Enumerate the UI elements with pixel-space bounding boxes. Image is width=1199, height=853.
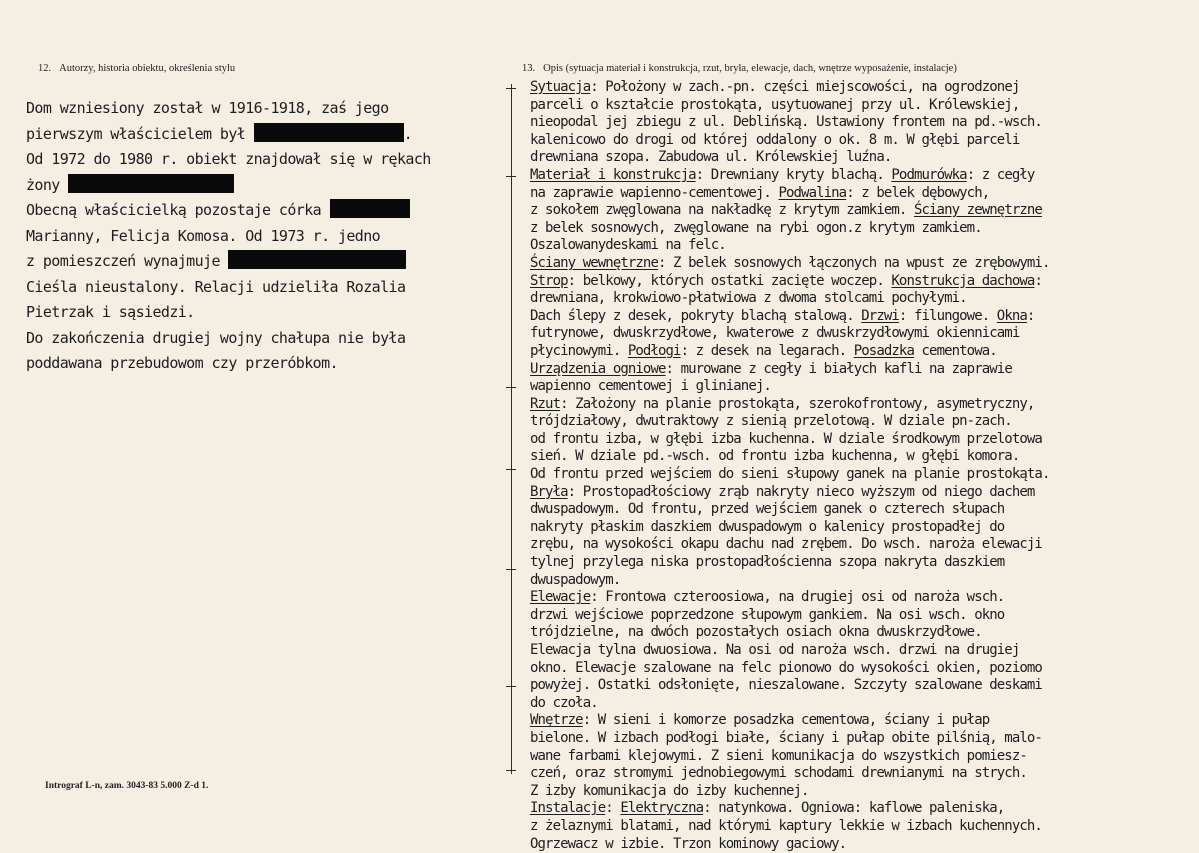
margin-tick xyxy=(506,469,516,470)
description-line: powyżej. Ostatki odsłonięte, nieszalowane. Szczyty szalowane deskami xyxy=(530,677,1042,694)
heading-elevations: Elewacje xyxy=(530,589,591,606)
redaction-bar xyxy=(228,250,406,269)
history-line: żony xyxy=(26,173,516,199)
history-line: Od 1972 do 1980 r. obiekt znajdował się w rękach xyxy=(26,150,431,168)
description-line: tylnej przylega niska prostopadłościenna szopa nakryta daszkiem xyxy=(530,554,1005,571)
history-line: Do zakończenia drugiej wojny chałupa nie była xyxy=(26,328,406,347)
description-line: Elewacje: Frontowa czteroosiowa, na drugiej osi od naroża wsch. xyxy=(530,589,1005,606)
description-line: z sokołem zwęglowana na nakładkę z krytym zamkiem. Ściany zewnętrzne xyxy=(530,202,1042,219)
description-line: nieopodal jej zbiegu z ul. Deblińską. Ustawiony frontem na pd.-wsch. xyxy=(530,114,1042,131)
description-line: dwuspadowym. Od frontu, przed wejściem ganek o czterech słupach xyxy=(530,501,1005,518)
description-line: Bryła: Prostopadłościowy zrąb nakryty nieco wyższym od niego dachem xyxy=(530,483,1035,500)
description-line: sień. W dziale pd.-wsch. od frontu izba kuchenna, w głębi komora. xyxy=(530,448,1020,465)
description-line: Instalacje: Elektryczna: natynkowa. Ogniowa: kaflowe paleniska, xyxy=(530,800,1005,817)
printer-imprint: Intrograf L-n, zam. 3043-83 5.000 Z-d 1. xyxy=(45,781,209,791)
description-line: Urządzenia ogniowe: murowane z cegły i białych kafli na zaprawie xyxy=(530,360,1012,377)
redaction-bar xyxy=(254,123,404,142)
description-line: parceli o kształcie prostokąta, usytuowanej przy ul. Królewskiej, xyxy=(530,96,1020,113)
heading-fire-devices: Urządzenia ogniowe xyxy=(530,360,666,377)
description-line: okno. Elewacje szalowane na felc pionowo do wysokości okien, poziomo xyxy=(530,659,1042,676)
description-line: Ściany wewnętrzne: Z belek sosnowych łączonych na wpust ze zrębowymi. xyxy=(530,254,1050,271)
description-line: do czoła. xyxy=(530,694,598,711)
description-line: futrynowe, dwuskrzydłowe, kwaterowe z dwuskrzydłowymi okiennicami xyxy=(530,325,1020,342)
description-line: drewniana, krokwiowo-płatwiowa z dwoma stolcami pochyłymi. xyxy=(530,290,967,307)
margin-tick xyxy=(506,686,516,687)
description-line: Ogrzewacz w izbie. Trzon kominowy gaciowy. xyxy=(530,835,847,852)
heading-installations: Instalacje xyxy=(530,800,606,817)
margin-rule xyxy=(511,84,512,774)
description-line: Dach ślepy z desek, pokryty blachą stalową. Drzwi: filungowe. Okna: xyxy=(530,307,1035,324)
description-line: Materiał i konstrukcja: Drewniany kryty blachą. Podmurówka: z cegły xyxy=(530,166,1035,183)
margin-tick xyxy=(506,770,516,771)
redaction-bar xyxy=(330,199,410,218)
section-13-number: 13. xyxy=(522,63,536,74)
section-12-caption xyxy=(38,63,235,74)
history-text xyxy=(26,96,516,377)
heading-windows: Okna xyxy=(996,307,1027,324)
heading-situation: Sytuacja xyxy=(530,79,591,95)
margin-tick xyxy=(506,387,516,388)
description-line: nakryty płaskim daszkiem dwuspadowym o kalenicy prostopadłej do xyxy=(530,518,1005,535)
description-line: Elewacja tylna dwuosiowa. Na osi od naroża wsch. drzwi na drugiej xyxy=(530,642,1020,658)
description-line: trójdziałowy, dwutraktowy z sienią przelotową. W dziale pn-zach. xyxy=(530,413,1012,430)
description-line: Sytuacja: Położony w zach.-pn. części miejscowości, na ogrodzonej xyxy=(530,79,1020,95)
description-text xyxy=(530,79,1198,853)
description-line: Wnętrze: W sieni i komorze posadzka cementowa, ściany i pułap xyxy=(530,712,990,729)
heading-foundation: Podmurówka xyxy=(891,166,967,183)
section-13-title: Opis (sytuacja materiał i konstrukcja, rzut, bryła, elewacje, dach, wnętrze wyposażenie, instalacje) xyxy=(543,63,957,74)
description-line: płycinowymi. Podłogi: z desek na legarach. Posadzka cementowa. xyxy=(530,342,997,359)
heading-doors: Drzwi xyxy=(861,307,899,324)
history-line: Pietrzak i sąsiedzi. xyxy=(26,303,195,321)
description-line: trójdzielne, na dwóch pozostałych osiach okna dwuskrzydłowe. xyxy=(530,624,982,641)
redaction-bar xyxy=(68,174,234,193)
history-line: Obecną właścicielką pozostaje córka xyxy=(26,198,516,224)
history-line: Dom wzniesiony został w 1916-1918, zaś jego xyxy=(26,99,389,117)
history-line: poddawana przebudowom czy przeróbkom. xyxy=(26,354,338,372)
description-line: Z izby komunikacja do izby kuchennej. xyxy=(530,782,809,799)
section-13-caption xyxy=(522,63,957,74)
heading-material: Materiał i konstrukcja xyxy=(530,166,696,183)
heading-roof-construction: Konstrukcja dachowa xyxy=(891,272,1035,289)
description-line: drzwi wejściowe poprzedzone słupowym gankiem. Na osi wsch. okno xyxy=(530,606,1005,623)
heading-plan: Rzut xyxy=(530,395,561,412)
description-line: zrębu, na wysokości okapu dachu nad zrębem. Do wsch. naroża elewacji xyxy=(530,536,1042,553)
description-line: kalenicowo do drogi od której oddalony o ok. 8 m. W głębi parceli xyxy=(530,131,1020,148)
margin-tick xyxy=(506,176,516,177)
heading-outer-walls: Ściany zewnętrzne xyxy=(913,202,1042,219)
heading-massing: Bryła xyxy=(530,483,568,500)
heading-inner-walls: Ściany wewnętrzne xyxy=(530,254,658,271)
description-line: Strop: belkowy, których ostatki zacięte woczep. Konstrukcja dachowa: xyxy=(530,272,1042,289)
heading-screed: Posadzka xyxy=(853,342,914,359)
description-line: czeń, oraz stromymi jednobiegowymi schodami drewnianymi na strych. xyxy=(530,765,1027,782)
description-line: od frontu izba, w głębi izba kuchenna. W dziale środkowym przelotowa xyxy=(530,430,1042,447)
description-line: z żelaznymi blatami, nad którymi kaptury lekkie w izbach kuchennych. xyxy=(530,817,1042,834)
heading-floors: Podłogi xyxy=(627,342,681,359)
margin-tick xyxy=(506,88,516,89)
heading-electrical: Elektryczna xyxy=(620,800,704,817)
description-line: na zaprawie wapienno-cementowej. Podwalina: z belek dębowych, xyxy=(530,184,990,201)
section-12-number: 12. xyxy=(38,63,52,74)
description-line: wane farbami klejowymi. Z sieni komunikacja do wszystkich pomiesz- xyxy=(530,747,1027,764)
history-line: z pomieszczeń wynajmuje xyxy=(26,249,516,275)
description-line: z belek sosnowych, zwęglowane na rybi ogon.z krytym zamkiem. xyxy=(530,219,982,236)
description-line: Oszalowanydeskami na felc. xyxy=(530,237,726,254)
description-line: Od frontu przed wejściem do sieni słupowy ganek na planie prostokąta. xyxy=(530,466,1050,483)
description-line: wapienno cementowej i glinianej. xyxy=(530,378,771,395)
heading-interior: Wnętrze xyxy=(530,712,583,729)
description-line: bielone. W izbach podłogi białe, ściany i pułap obite pilśnią, malo- xyxy=(530,729,1042,746)
history-line: Marianny, Felicja Komosa. Od 1973 r. jedno xyxy=(26,226,381,245)
description-line: Rzut: Założony na planie prostokąta, szerokofrontowy, asymetryczny, xyxy=(530,395,1035,412)
section-12-title: Autorzy, historia obiektu, określenia stylu xyxy=(59,63,236,74)
margin-tick xyxy=(506,569,516,570)
history-line: Cieśla nieustalony. Relacji udzieliła Rozalia xyxy=(26,277,406,296)
heading-ceiling: Strop xyxy=(530,272,568,289)
heading-sill: Podwalina xyxy=(778,184,847,201)
history-line: pierwszym właścicielem był . xyxy=(26,124,413,143)
description-line: dwuspadowym. xyxy=(530,571,621,588)
description-line: drewniana szopa. Zabudowa ul. Królewskiej luźna. xyxy=(530,149,892,166)
